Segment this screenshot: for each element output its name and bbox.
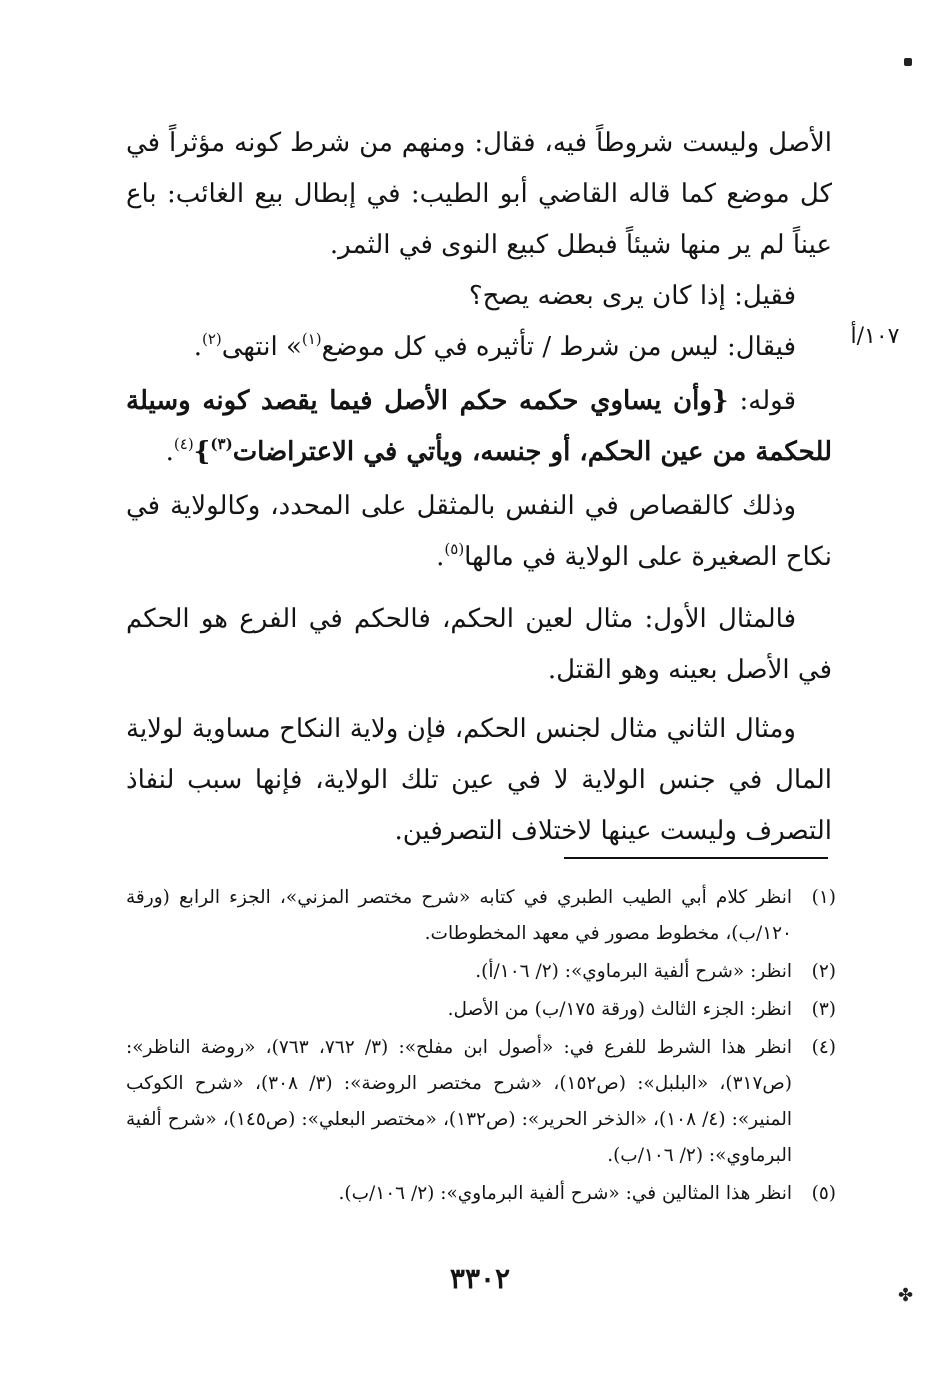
footnote-ref-5: (٥) [444,540,465,558]
matn-close-brace: } [193,437,211,467]
footnote-ref-2: (٢) [201,330,222,348]
footnote-5 [126,1176,836,1212]
footnote-text: انظر كلام أبي الطيب الطبري في كتابه «شرح مختصر المزني»، الجزء الرابع (ورقة ١٢٠/ب)، مخطوط مصور في معهد المخطوطات. [126,887,792,944]
paragraph-2: فقيل: إذا كان يرى بعضه يصح؟ [468,281,796,311]
footnote-number: (٣) [811,999,836,1020]
paragraph-5 [126,481,832,586]
footnote-1 [126,880,836,952]
footnote-text: انظر: «شرح ألفية البرماوي»: (٢/ ١٠٦/أ). [475,961,792,982]
footnote-number: (٥) [811,1183,836,1204]
footnote-ref-1: (١) [301,330,322,348]
paragraph-1: الأصل وليست شروطاً فيه، فقال: ومنهم من شرط كونه مؤثراً في كل موضع كما قاله القاضي أبو الطيب: في إبطال بيع الغائب: باع عيناً لم ير منها شيئاً فبطل كبيع النوى في الثمر. [126,128,832,260]
paragraph-4-lead: قوله: [728,386,796,416]
paragraph-3-text: فيقال: ليس من شرط / تأثيره في كل موضع [321,332,796,362]
footnote-ref-4: (٤) [173,435,194,453]
paragraph-4 [126,376,832,481]
footnote-3 [126,992,836,1028]
margin-folio-reference: ١٠٧/أ [850,324,900,349]
footnote-text: انظر هذا المثالين في: «شرح ألفية البرماوي»: (٢/ ١٠٦/ب). [338,1183,792,1204]
matn-quotation: {وأن يساوي حكمه حكم الأصل فيما يقصد كونه وسيلة للحكمة من عين الحكم، أو جنسه، ويأتي في الاعتراضات [126,386,832,467]
footnote-ref-3: (٣) [210,435,233,453]
footnote-number: (١) [811,887,836,908]
paragraph-3 [126,322,832,376]
paragraph-4-end: . [165,437,174,467]
footnotes [126,880,836,1214]
footnote-4 [126,1030,836,1174]
paragraph-5-end: . [436,542,445,572]
footnote-2 [126,954,836,990]
paragraph-5-text: وذلك كالقصاص في النفس بالمثقل على المحدد، وكالولاية في نكاح الصغيرة على الولاية في مالها [126,491,832,572]
paragraph-6: فالمثال الأول: مثال لعين الحكم، فالحكم في الفرع هو الحكم في الأصل بعينه وهو القتل. [126,604,832,685]
paragraph-7: ومثال الثاني مثال لجنس الحكم، فإن ولاية النكاح مساوية لولاية المال في جنس الولاية لا في عين تلك الولاية، فإنها سبب لنفاذ التصرف وليست عينها لاختلاف التصرفين. [126,714,832,846]
corner-ornament-icon: ✤ [898,1285,914,1306]
top-corner-mark [904,58,912,66]
page-number: ٣٣٠٢ [449,1262,511,1295]
footnote-text: انظر: الجزء الثالث (ورقة ١٧٥/ب) من الأصل. [447,999,792,1020]
footnote-text: انظر هذا الشرط للفرع في: «أصول ابن مفلح»: (٣/ ٧٦٢، ٧٦٣)، «روضة الناظر»: (ص٣١٧)، «البلبل»: (ص١٥٢)، «شرح مختصر الروضة»: (٣/ ٣٠٨)، «شرح الكوكب المنير»: (٤/ ١٠٨)، «الذخر الحرير»: (ص١٣٢)، «مختصر البعلي»: (ص١٤٥)، «شرح ألفية البرماوي»: (٢/ ١٠٦/ب). [126,1037,793,1166]
paragraph-3-mid: » انتهى [221,332,302,362]
footnote-separator [564,857,828,859]
paragraph-3-end: . [193,332,202,362]
footnote-number: (٤) [811,1037,836,1058]
main-text [126,118,832,857]
footnote-number: (٢) [811,961,836,982]
